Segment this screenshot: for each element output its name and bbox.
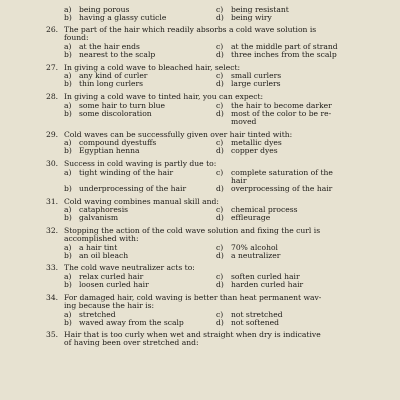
question-number: 30. <box>46 159 59 168</box>
option-text: large curlers <box>231 79 281 89</box>
option-text: having a glassy cuticle <box>79 13 167 23</box>
question-number: 27. <box>46 62 59 72</box>
option-text: relax curled hair <box>79 272 144 281</box>
option-letter: a) <box>64 5 72 14</box>
question-stem: In giving a cold wave to bleached hair, select: <box>64 62 241 72</box>
option-text: any kind of curler <box>79 71 148 81</box>
option-letter: c) <box>216 138 224 148</box>
option-letter: a) <box>64 167 72 177</box>
question-stem: Stopping the action of the cold wave solution and fixing the curl is <box>64 225 321 235</box>
option-letter: a) <box>64 71 72 81</box>
option-text: the hair to become darker <box>231 100 332 110</box>
option-letter: c) <box>216 309 224 319</box>
question-stem: Cold waving combines manual skill and: <box>64 196 219 206</box>
question-stem: For damaged hair, cold waving is better than heat permanent wav- <box>64 292 322 302</box>
question-stem: found: <box>64 33 89 43</box>
question-number: 35. <box>46 330 59 340</box>
option-text: being wiry <box>231 13 272 23</box>
option-text: complete saturation of the <box>231 167 333 177</box>
option-text: underprocessing of the hair <box>79 183 187 193</box>
option-text: a neutralizer <box>231 250 281 260</box>
option-text: moved <box>231 116 257 126</box>
option-text: not softened <box>231 317 279 327</box>
option-letter: d) <box>216 280 224 290</box>
option-text: being porous <box>79 5 130 14</box>
option-letter: d) <box>216 79 224 89</box>
option-letter: b) <box>64 317 72 327</box>
option-text: being resistant <box>231 5 289 14</box>
question-stem: The cold wave neutralizer acts to: <box>64 263 195 273</box>
option-text: a hair tint <box>79 242 118 252</box>
option-text: small curlers <box>231 71 282 81</box>
option-letter: b) <box>64 213 72 223</box>
option-letter: a) <box>64 309 72 319</box>
option-letter: c) <box>216 5 224 14</box>
option-letter: c) <box>216 100 224 110</box>
question-number: 33. <box>46 263 59 273</box>
option-letter: b) <box>64 50 72 59</box>
option-text: some discoloration <box>79 108 152 118</box>
option-text: loosen curled hair <box>79 280 149 290</box>
option-text: an oil bleach <box>79 250 129 260</box>
question-number: 31. <box>46 196 59 206</box>
question-stem: Success in cold waving is partly due to: <box>64 159 217 168</box>
question-number: 34. <box>46 292 59 302</box>
option-letter: b) <box>64 183 72 193</box>
option-letter: b) <box>64 280 72 290</box>
option-letter: c) <box>216 242 224 252</box>
option-text: compound dyestuffs <box>79 138 157 148</box>
option-text: harden curled hair <box>231 280 304 290</box>
option-letter: b) <box>64 13 72 23</box>
option-text: nearest to the scalp <box>79 50 156 59</box>
option-letter: d) <box>216 317 224 327</box>
option-letter: d) <box>216 183 224 193</box>
option-text: hair <box>231 175 247 185</box>
option-text: thin long curlers <box>79 79 144 89</box>
option-letter: c) <box>216 167 224 177</box>
option-text: stretched <box>79 309 116 319</box>
option-letter: d) <box>216 250 224 260</box>
option-text: 70% alcohol <box>231 242 278 252</box>
option-text: metallic dyes <box>231 138 282 148</box>
question-number: 29. <box>46 129 59 139</box>
option-text: Egyptian henna <box>79 146 140 156</box>
option-letter: b) <box>64 250 72 260</box>
question-number: 26. <box>46 25 59 35</box>
option-text: effleurage <box>231 213 271 223</box>
option-letter: d) <box>216 50 224 59</box>
option-text: chemical process <box>231 205 298 215</box>
option-text: waved away from the scalp <box>79 317 184 327</box>
option-text: copper dyes <box>231 146 278 156</box>
option-letter: a) <box>64 138 72 148</box>
option-text: at the hair ends <box>79 41 140 51</box>
question-stem: In giving a cold wave to tinted hair, you can expect: <box>64 92 264 102</box>
option-text: tight winding of the hair <box>79 167 174 177</box>
option-letter: d) <box>216 146 224 156</box>
option-text: some hair to turn blue <box>79 100 166 110</box>
option-letter: d) <box>216 213 224 223</box>
option-letter: b) <box>64 146 72 156</box>
option-letter: a) <box>64 100 72 110</box>
option-text: cataphoresis <box>79 205 129 215</box>
question-stem: ing because the hair is: <box>64 300 155 310</box>
option-letter: b) <box>64 79 72 89</box>
option-text: not stretched <box>231 309 283 319</box>
question-stem: accomplished with: <box>64 234 139 243</box>
option-letter: a) <box>64 272 72 281</box>
option-text: most of the color to be re- <box>231 108 332 118</box>
question-stem: The part of the hair which readily absorbs a cold wave solution is <box>64 25 317 35</box>
question-number: 32. <box>46 225 59 235</box>
question-number: 28. <box>46 92 59 102</box>
option-letter: a) <box>64 41 72 51</box>
option-letter: d) <box>216 13 224 23</box>
option-text: overprocessing of the hair <box>231 183 333 193</box>
option-text: three inches from the scalp <box>231 50 337 59</box>
option-letter: c) <box>216 272 224 281</box>
option-text: galvanism <box>79 213 119 223</box>
option-letter: b) <box>64 108 72 118</box>
option-letter: c) <box>216 71 224 81</box>
option-letter: a) <box>64 242 72 252</box>
question-stem: Cold waves can be successfully given over hair tinted with: <box>64 129 293 139</box>
question-stem: of having been over stretched and: <box>64 338 199 348</box>
option-letter: a) <box>64 205 72 215</box>
option-letter: c) <box>216 205 224 215</box>
option-letter: c) <box>216 41 224 51</box>
option-letter: d) <box>216 108 224 118</box>
option-text: soften curled hair <box>231 272 300 281</box>
option-text: at the middle part of strand <box>231 41 338 51</box>
question-stem: Hair that is too curly when wet and straight when dry is indicative <box>64 330 321 340</box>
